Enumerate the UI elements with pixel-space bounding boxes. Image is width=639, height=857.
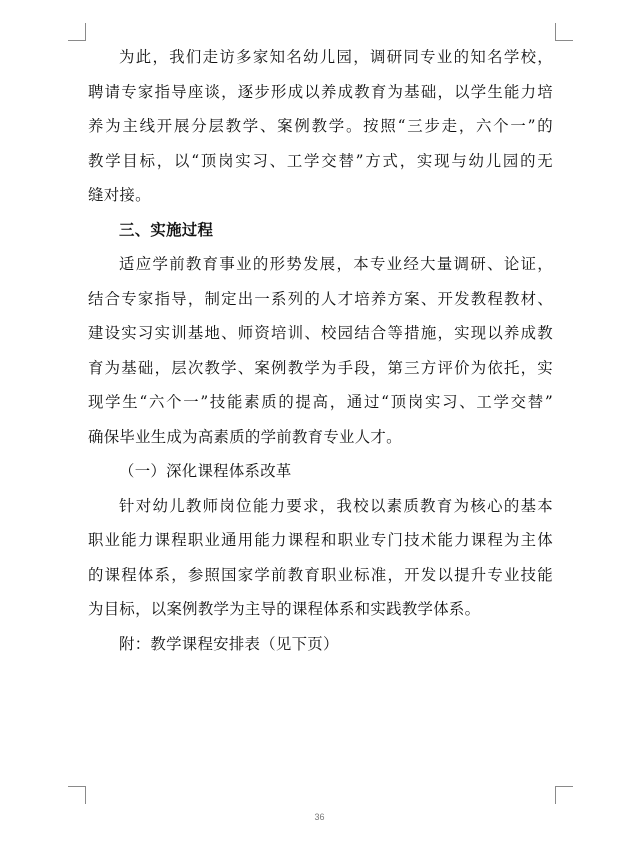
paragraph-1-line-4: 教学目标，以“顶岗实习、工学交替”方式，实现与幼儿园的无 bbox=[88, 151, 553, 170]
paragraph-2-line-3: 建设实习实训基地、师资培训、校园结合等措施，实现以养成教 bbox=[88, 324, 553, 342]
paragraph-2-line-2: 结合专家指导，制定出一系列的人才培养方案、开发教程教材、 bbox=[88, 289, 553, 308]
paragraph-3-line-1: 针对幼儿教师岗位能力要求，我校以素质教育为核心的基本 bbox=[119, 496, 553, 515]
section-heading: 三、实施过程 bbox=[119, 220, 214, 239]
paragraph-2-line-1: 适应学前教育事业的形势发展，本专业经大量调研、论证， bbox=[119, 255, 553, 273]
paragraph-2-line-5: 现学生“六个一”技能素质的提高，通过“顶岗实习、工学交替” bbox=[88, 393, 553, 411]
paragraph-3-line-2: 职业能力课程职业通用能力课程和职业专门技术能力课程为主体 bbox=[88, 531, 553, 549]
crop-mark-top-left-v bbox=[85, 23, 86, 41]
crop-mark-top-right-h bbox=[555, 40, 573, 41]
paragraph-1-line-5: 缝对接。 bbox=[88, 186, 151, 204]
paragraph-1-line-3: 养为主线开展分层教学、案例教学。按照“三步走，六个一”的 bbox=[88, 117, 553, 135]
page-number: 36 bbox=[314, 812, 325, 822]
paragraph-2-line-4: 育为基础，层次教学、案例教学为手段，第三方评价为依托，实 bbox=[88, 358, 553, 377]
paragraph-3-line-4: 为目标，以案例教学为主导的课程体系和实践教学体系。 bbox=[88, 600, 481, 618]
paragraph-3-line-3: 的课程体系，参照国家学前教育职业标准，开发以提升专业技能 bbox=[88, 565, 553, 584]
paragraph-2-line-6: 确保毕业生成为高素质的学前教育专业人才。 bbox=[88, 427, 402, 446]
paragraph-1-line-2: 聘请专家指导座谈，逐步形成以养成教育为基础，以学生能力培 bbox=[88, 82, 553, 101]
appendix-note: 附：教学课程安排表（见下页） bbox=[119, 634, 339, 653]
crop-mark-bottom-left-h bbox=[68, 786, 86, 787]
crop-mark-bottom-right-h bbox=[555, 786, 573, 787]
crop-mark-top-left-h bbox=[68, 40, 86, 41]
document-body bbox=[88, 40, 553, 661]
subsection-heading: （一）深化课程体系改革 bbox=[119, 462, 292, 480]
crop-mark-bottom-right-v bbox=[555, 786, 556, 804]
paragraph-1-line-1: 为此，我们走访多家知名幼儿园，调研同专业的知名学校， bbox=[119, 48, 553, 66]
crop-mark-bottom-left-v bbox=[85, 786, 86, 804]
crop-mark-top-right-v bbox=[555, 23, 556, 41]
